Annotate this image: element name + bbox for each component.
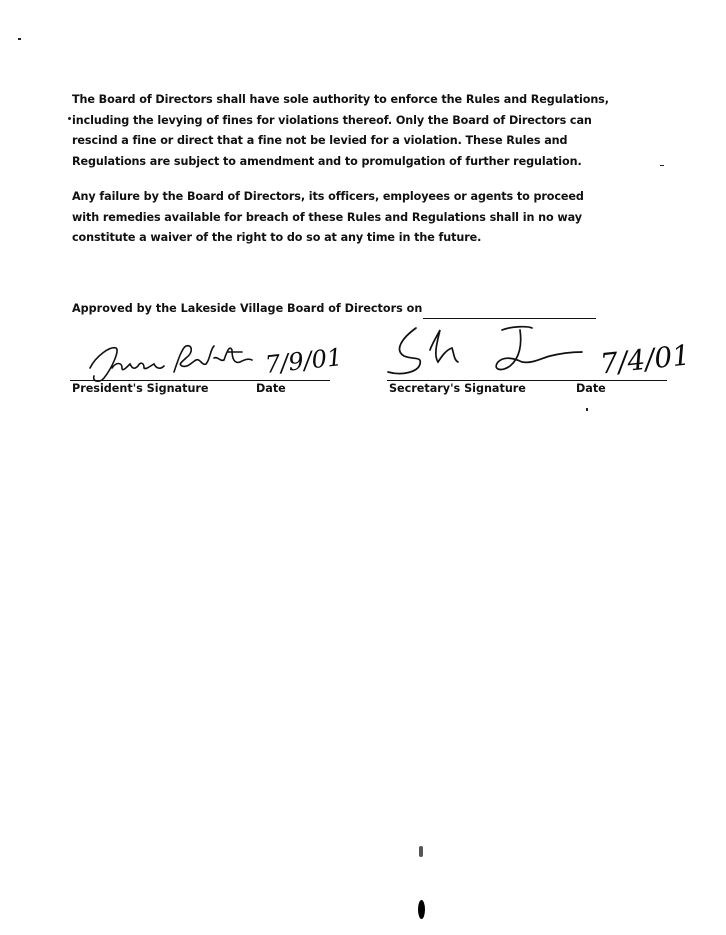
waiver-paragraph	[72, 187, 642, 249]
paragraph-line: constitute a waiver of the right to do so at any time in the future.	[72, 231, 482, 244]
scan-speck	[418, 900, 425, 919]
enforcement-paragraph	[72, 90, 642, 172]
paragraph-line: Regulations are subject to amendment and to promulgation of further regulation.	[72, 154, 582, 168]
secretary-date-value: 7/4/01	[598, 338, 692, 381]
paragraph-line: rescind a fine or direct that a fine not be levied for a violation. These Rules and	[72, 134, 568, 147]
president-date-value: 7/9/01	[263, 343, 344, 379]
scan-speck	[660, 165, 664, 166]
secretary-signature-label: Secretary's Signature	[389, 382, 526, 395]
paragraph-line: The Board of Directors shall have sole authority to enforce the Rules and Regulations,	[72, 93, 609, 106]
president-signature-label: President's Signature	[72, 382, 209, 395]
scan-speck	[68, 117, 71, 120]
scan-speck	[419, 846, 423, 857]
president-signature-line	[70, 380, 330, 381]
paragraph-line: including the levying of fines for violations thereof. Only the Board of Directors can	[72, 113, 592, 127]
secretary-signature	[382, 322, 602, 382]
approval-statement: Approved by the Lakeside Village Board of Directors on	[72, 302, 423, 315]
paragraph-line: with remedies available for breach of these Rules and Regulations shall in no way	[72, 210, 582, 224]
secretary-date-label: Date	[576, 382, 606, 395]
scan-speck	[18, 38, 21, 40]
paragraph-line: Any failure by the Board of Directors, its officers, employees or agents to proceed	[72, 190, 584, 203]
approval-date-line	[423, 318, 596, 319]
scan-speck	[586, 408, 588, 411]
president-date-label: Date	[256, 382, 286, 395]
secretary-signature-line	[387, 380, 667, 381]
